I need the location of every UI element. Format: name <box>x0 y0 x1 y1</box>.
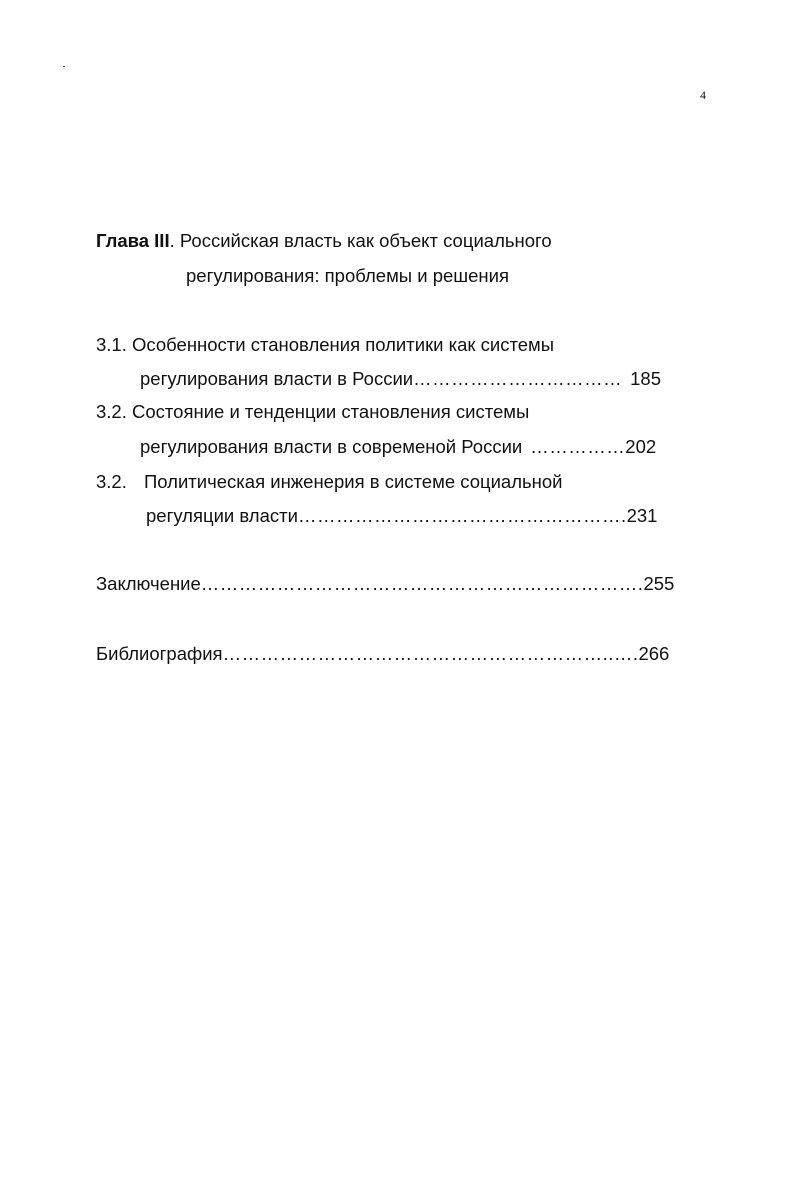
toc-entry-conclusion[interactable] <box>96 573 674 595</box>
page-ref: 255 <box>643 573 675 594</box>
toc-entry-3-2-page-line[interactable] <box>140 436 656 458</box>
toc-entry-3-2b-page-line[interactable] <box>146 505 657 527</box>
leader-dots: ……………………………………………. <box>297 505 627 526</box>
page-ref: 202 <box>625 436 657 457</box>
section-title-line1: Особенности становления политики как системы <box>132 334 555 355</box>
toc-entry-3-1-page-line[interactable] <box>140 368 661 390</box>
conclusion-label: Заключение <box>96 573 201 594</box>
bibliography-label: Библиография <box>96 643 223 664</box>
page-ref: 266 <box>638 643 670 664</box>
toc-entry-3-2-heading <box>96 401 529 423</box>
toc-entry-bibliography[interactable] <box>96 643 669 665</box>
leader-dots: …………… <box>530 436 626 457</box>
section-title-line2: регулирования власти в России <box>140 368 414 389</box>
section-title-line1: Политическая инженерия в системе социальной <box>144 471 563 492</box>
chapter-title-line2: регулирования: проблемы и решения <box>186 265 509 286</box>
section-number: 3.2. <box>96 401 127 422</box>
chapter-heading <box>96 230 552 252</box>
section-title-line2: регулирования власти в современой России <box>140 436 523 457</box>
section-title-line1: Состояние и тенденции становления системы <box>132 401 530 422</box>
leader-dots: …………………………… <box>413 368 623 389</box>
page-ref: 185 <box>630 368 662 389</box>
section-number: 3.2. <box>96 471 127 492</box>
section-title-line2: регуляции власти <box>146 505 298 526</box>
toc-entry-3-2b-heading <box>96 471 562 493</box>
scan-speck <box>63 66 65 67</box>
section-number: 3.1. <box>96 334 127 355</box>
leader-dots: ……………………………………………………..…. <box>222 643 639 664</box>
page-ref: 231 <box>626 505 658 526</box>
chapter-title-line1: . Российская власть как объект социального <box>169 230 552 251</box>
leader-dots: ……………………………………………………………. <box>200 573 644 594</box>
toc-entry-3-1-heading <box>96 334 554 356</box>
chapter-label: Глава III <box>96 230 170 251</box>
page-number: 4 <box>700 88 706 102</box>
